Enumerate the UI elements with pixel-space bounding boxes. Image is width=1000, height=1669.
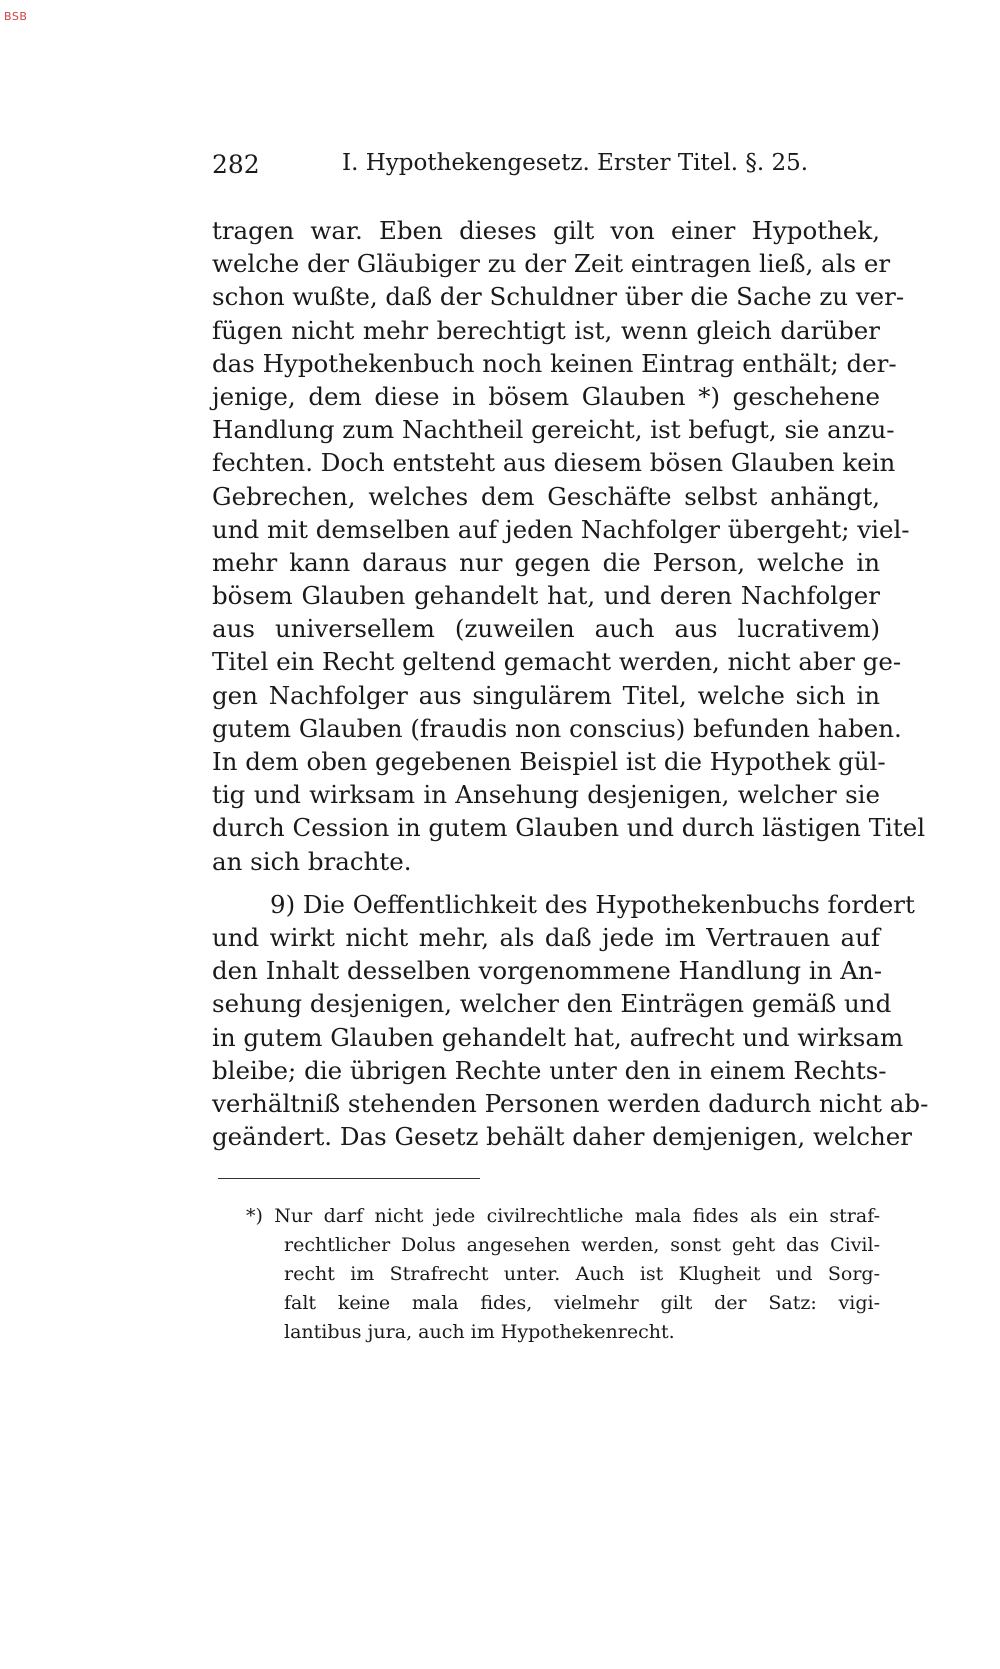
text-line: an sich brachte. [212, 846, 412, 876]
paragraph-gap [212, 878, 880, 888]
footnote-line: falt keine mala fides, vielmehr gilt der Satz: vigi- [284, 1292, 880, 1314]
text-line: schon wußte, daß der Schuldner über die Sache zu ver- [212, 282, 905, 312]
text-line: bleibe; die übrigen Rechte unter den in einem Rechts- [212, 1055, 887, 1085]
text-line: Handlung zum Nachtheil gereicht, ist befugt, sie anzu- [212, 415, 895, 445]
page-header [212, 146, 809, 180]
text-line: sehung desjenigen, welcher den Einträgen gemäß und [212, 989, 892, 1019]
text-line: verhältniß stehenden Personen werden dadurch nicht ab- [212, 1088, 929, 1118]
footnote-line: *) Nur darf nicht jede civilrechtliche mala fides als ein straf- [246, 1205, 880, 1227]
text-line: das Hypothekenbuch noch keinen Eintrag enthält; der- [212, 348, 897, 378]
text-line: tig und wirksam in Ansehung desjenigen, welcher sie [212, 780, 880, 810]
text-line: Titel ein Recht geltend gemacht werden, nicht aber ge- [212, 647, 902, 677]
library-stamp: BSB [4, 10, 28, 23]
text-line: jenige, dem diese in bösem Glauben *) geschehene [212, 381, 880, 411]
text-line: fügen nicht mehr berechtigt ist, wenn gleich darüber [212, 315, 880, 345]
text-line: 9) Die Oeffentlichkeit des Hypothekenbuchs fordert [270, 889, 915, 919]
text-line: gen Nachfolger aus singulärem Titel, welche sich in [212, 680, 880, 710]
text-line: bösem Glauben gehandelt hat, und deren Nachfolger [212, 581, 880, 611]
text-line: und wirkt nicht mehr, als daß jede im Vertrauen auf [212, 922, 880, 952]
paragraph-1 [212, 214, 926, 878]
text-line: fechten. Doch entsteht aus diesem bösen Glauben kein [212, 448, 896, 478]
text-line: in gutem Glauben gehandelt hat, aufrecht und wirksam [212, 1022, 904, 1052]
footnote-line: lantibus jura, auch im Hypothekenrecht. [284, 1321, 675, 1343]
text-line: Gebrechen, welches dem Geschäfte selbst anhängt, [212, 481, 880, 511]
text-line: den Inhalt desselben vorgenommene Handlung in An- [212, 956, 882, 986]
text-line: und mit demselben auf jeden Nachfolger übergeht; viel- [212, 514, 910, 544]
paragraph-2 [212, 888, 929, 1154]
text-line: welche der Gläubiger zu der Zeit eintragen ließ, als er [212, 249, 891, 279]
footnote [246, 1202, 880, 1347]
text-line: In dem oben gegebenen Beispiel ist die Hypothek gül- [212, 747, 886, 776]
text-line: gutem Glauben (fraudis non conscius) befunden haben. [212, 713, 902, 743]
text-line: durch Cession in gutem Glauben und durch lästigen Titel [212, 813, 926, 843]
page-number: 282 [212, 150, 260, 179]
text-line: geändert. Das Gesetz behält daher demjenigen, welcher [212, 1122, 912, 1152]
text-line: aus universellem (zuweilen auch aus lucrativem) [212, 614, 880, 644]
footnote-line: rechtlicher Dolus angesehen werden, sonst geht das Civil- [284, 1234, 880, 1256]
text-line: mehr kann daraus nur gegen die Person, welche in [212, 547, 880, 577]
text-line: tragen war. Eben dieses gilt von einer Hypothek, [212, 216, 880, 245]
running-head: I. Hypothekengesetz. Erster Titel. §. 25. [342, 150, 809, 176]
main-text [212, 214, 929, 1153]
footnote-line: recht im Strafrecht unter. Auch ist Klugheit und Sorg- [284, 1263, 880, 1285]
footnote-rule [218, 1178, 480, 1179]
